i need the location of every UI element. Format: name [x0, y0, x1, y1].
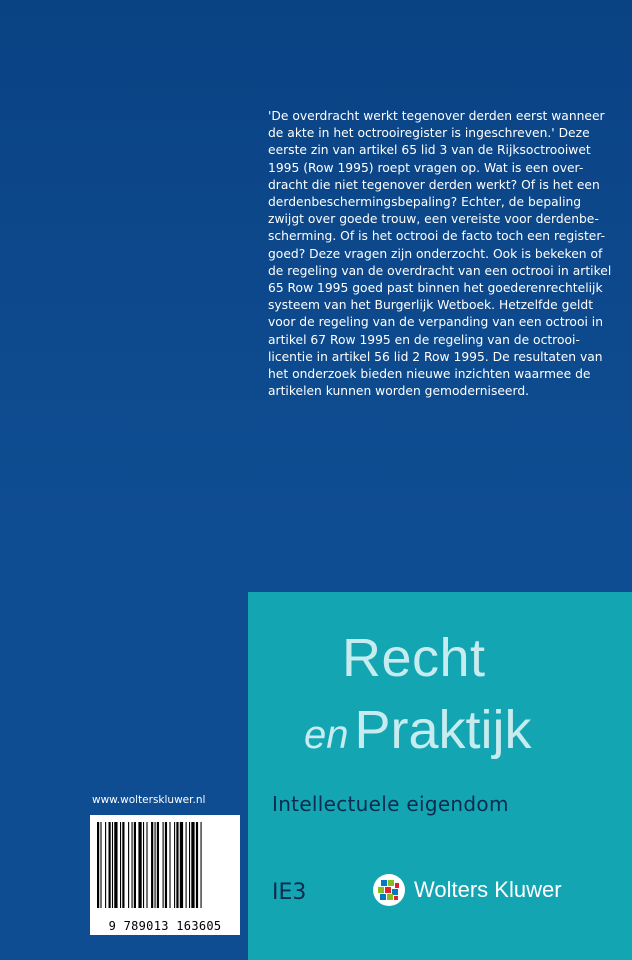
- barcode-bar: [128, 822, 129, 908]
- barcode-bar: [134, 822, 136, 908]
- barcode-bar: [132, 822, 133, 908]
- publisher-logo: [372, 873, 562, 907]
- barcode-bar: [114, 822, 117, 908]
- series-title-praktijk: Praktijk: [354, 700, 532, 760]
- isbn-barcode: [90, 815, 240, 935]
- publisher-website: www.wolterskluwer.nl: [92, 794, 206, 806]
- barcode-bar: [191, 822, 194, 908]
- barcode-bar: [174, 822, 175, 908]
- barcode-bar: [165, 822, 167, 908]
- barcode-bar: [122, 822, 124, 908]
- series-title-en-praktijk: [304, 700, 532, 774]
- barcode-bar: [176, 822, 178, 908]
- wolters-kluwer-logo-icon: [372, 873, 406, 907]
- barcode-bars-icon: [93, 818, 237, 914]
- barcode-bar: [155, 822, 156, 908]
- barcode-bar: [157, 822, 159, 908]
- barcode-bar: [201, 822, 202, 908]
- series-code: IE3: [272, 880, 307, 905]
- isbn-number: 9 789013 163605: [108, 919, 222, 933]
- barcode-bar: [189, 822, 190, 908]
- back-cover-blurb: 'De overdracht werkt tegenover derden eerst wanneer de akte in het octrooiregister is ingeschreven.' Deze eerste zin van artikel 65 lid 3 van de Rijksoctrooiwet 1995 (Row 1995) roept vragen op. Wat is een over- dracht die niet tegenover derden werkt? Of is het een derdenbeschermingsbepaling? Echter, de bepaling zwijgt over goede trouw, een vereiste voor derdenbe- scherming. Of is het octrooi de facto toch een register- goed? Deze vragen zijn onderzocht. Ook is bekeken of de regeling van de overdracht van een octrooi in artikel 65 Row 1995 goed past binnen het goederenrechtelijk systeem van het Burgerlijk Wetboek. Hetzelfde geldt voor de regeling van de verpanding van een octrooi in artikel 67 Row 1995 en de regeling van de octrooi- licentie in artikel 56 lid 2 Row 1995. De resultaten van het onderzoek bieden nieuwe inzichten waarmee de artikelen kunnen worden gemoderniseerd.: [268, 109, 612, 399]
- barcode-bar: [196, 822, 198, 908]
- series-title-en: en: [304, 713, 349, 757]
- barcode-bar: [100, 822, 101, 908]
- series-title-recht: Recht: [342, 628, 486, 688]
- barcode-bar: [97, 822, 99, 908]
- barcode-bar: [120, 822, 121, 908]
- barcode-bar: [143, 822, 144, 908]
- barcode-bar: [169, 822, 170, 908]
- barcode-bar: [112, 822, 113, 908]
- barcode-bar: [138, 822, 141, 908]
- publisher-name: Wolters Kluwer: [414, 877, 562, 902]
- barcode-bar: [105, 822, 106, 908]
- barcode-bar: [180, 822, 183, 908]
- barcode-bar: [186, 822, 187, 908]
- barcode-bar: [151, 822, 153, 908]
- barcode-bar: [109, 822, 111, 908]
- barcode-bar: [163, 822, 164, 908]
- series-subtitle: Intellectuele eigendom: [272, 792, 509, 816]
- barcode-bar: [146, 822, 147, 908]
